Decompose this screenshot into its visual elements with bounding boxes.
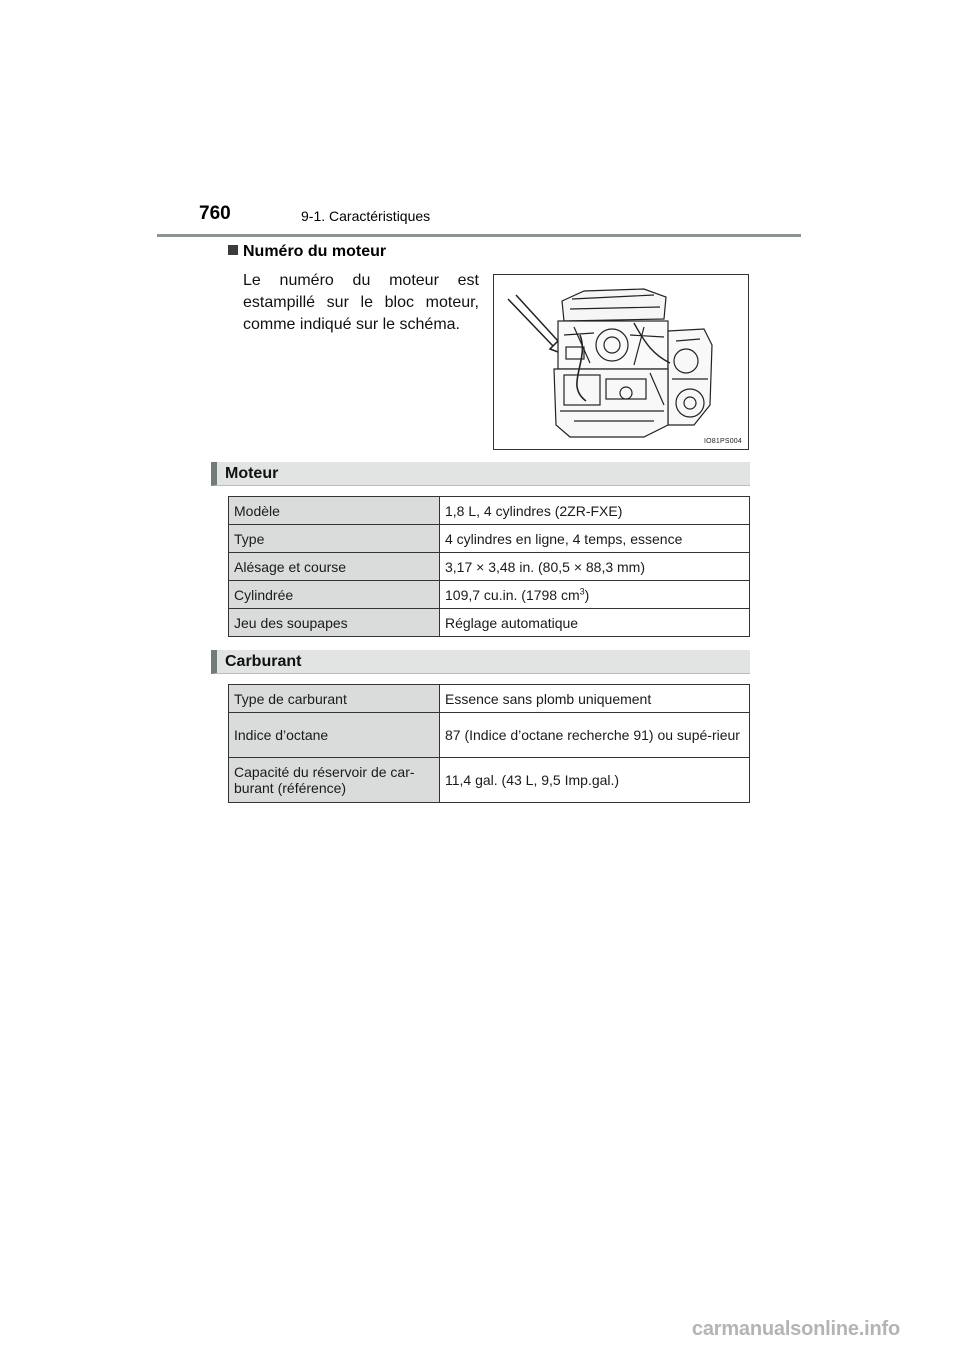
table-row [229,685,750,713]
spec-value: 4 cylindres en ligne, 4 temps, essence [440,525,750,553]
table-row [229,525,750,553]
moteur-heading-bar [211,462,750,486]
engine-diagram [493,274,749,450]
table-row [229,609,750,637]
spec-value: 3,17 × 3,48 in. (80,5 × 88,3 mm) [440,553,750,581]
page-number: 760 [199,203,231,224]
table-row [229,553,750,581]
engine-number-title-text: Numéro du moteur [243,243,387,260]
spec-value: Essence sans plomb uniquement [440,685,750,713]
square-bullet-icon [228,245,238,255]
spec-label: Type [229,525,440,553]
spec-label: Cylindrée [229,581,440,609]
spec-label: Indice d’octane [229,713,440,758]
watermark: carmanualsonline.info [691,1318,900,1340]
spec-value: 1,8 L, 4 cylindres (2ZR-FXE) [440,497,750,525]
spec-label: Jeu des soupapes [229,609,440,637]
superscript: 3 [579,585,585,596]
carburant-heading-bar [211,650,750,674]
spec-label: Type de carburant [229,685,440,713]
carburant-heading: Carburant [225,653,302,670]
table-row [229,713,750,758]
carburant-table [228,684,750,803]
spec-value: Réglage automatique [440,609,750,637]
table-row [229,758,750,803]
chapter-title: 9-1. Caractéristiques [301,208,431,224]
moteur-table [228,496,750,637]
moteur-heading: Moteur [225,465,279,482]
displacement-value-end: ) [584,586,590,603]
table-row [229,581,750,609]
engine-number-text: Le numéro du moteur est estampillé sur le bloc moteur, comme indiqué sur le schéma. [243,272,479,333]
engine-number-title [228,243,386,261]
spec-label: Modèle [229,497,440,525]
displacement-value: 109,7 cu.in. (1798 cm [445,586,580,603]
page-header [157,200,801,237]
table-row [229,497,750,525]
spec-label: Capacité du réservoir de car-burant (référence) [229,758,440,803]
spec-value: 11,4 gal. (43 L, 9,5 Imp.gal.) [440,758,750,803]
spec-label: Alésage et course [229,553,440,581]
spec-value [440,581,750,609]
figure-code: IO81PS004 [704,438,742,445]
engine-diagram-icon [494,275,749,450]
spec-value: 87 (Indice d’octane recherche 91) ou supé-rieur [440,713,750,758]
